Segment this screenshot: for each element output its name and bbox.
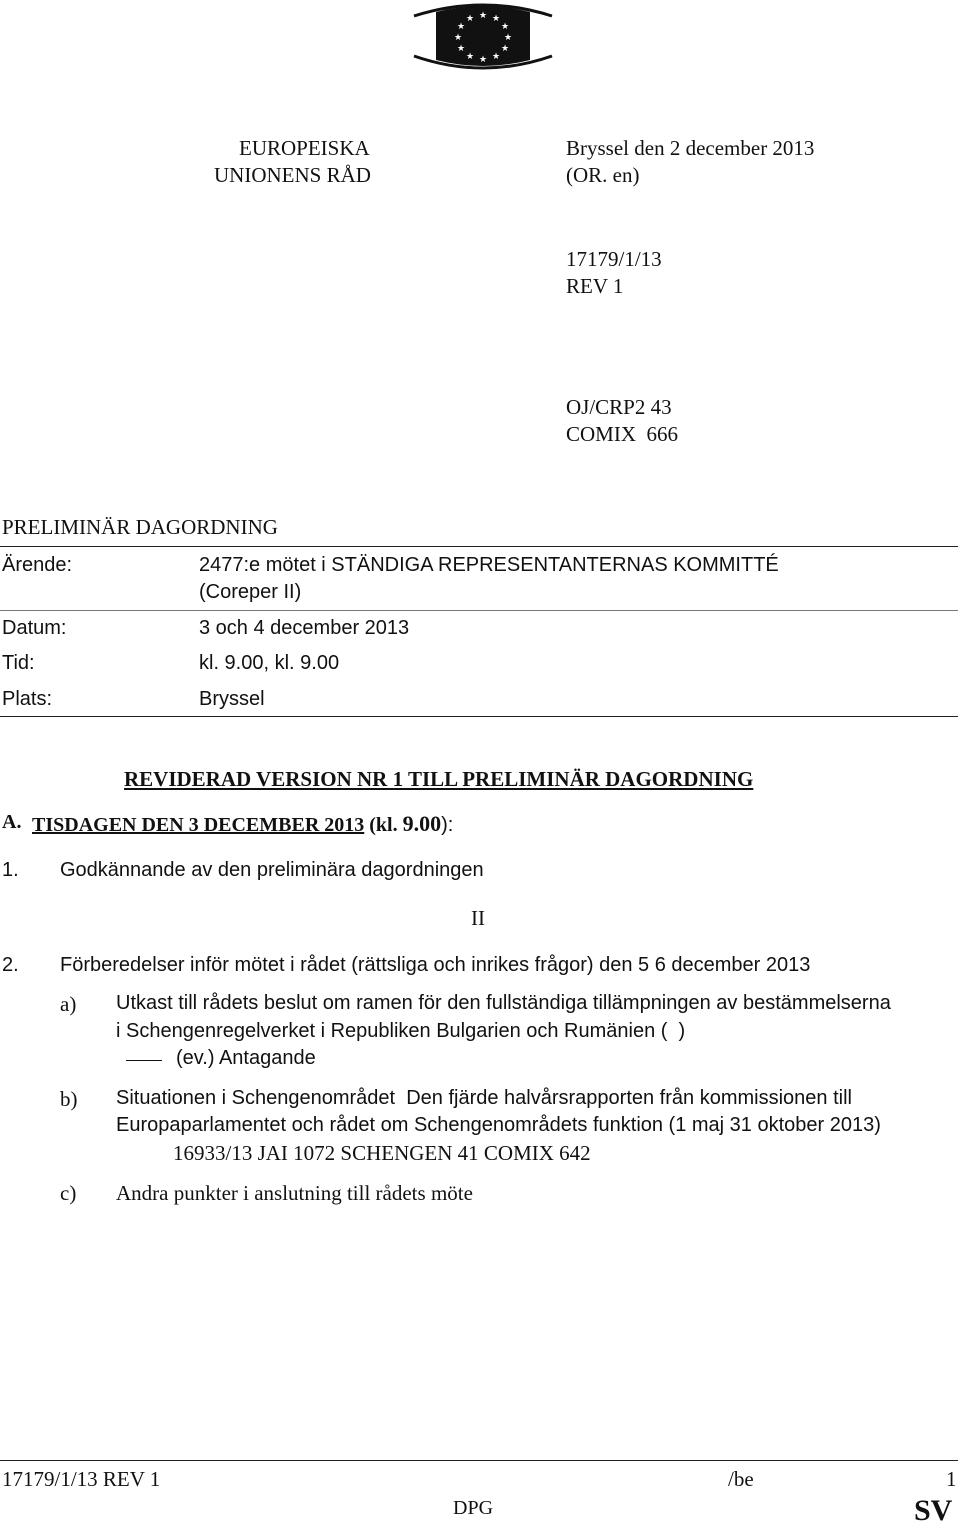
code-line1: OJ/CRP2 43	[566, 395, 672, 419]
svg-text:★: ★	[491, 14, 501, 24]
section-a-time-close: ):	[441, 814, 454, 836]
section-a-time-open: (kl.	[369, 814, 398, 836]
place-value: Bryssel	[199, 688, 265, 710]
sub-item-label: c)	[60, 1181, 77, 1205]
document-number: 17179/1/13	[566, 247, 662, 271]
original-language: (OR. en)	[566, 163, 640, 187]
svg-text:★: ★	[456, 44, 466, 54]
svg-text:★: ★	[491, 52, 501, 62]
council-logo	[408, 0, 558, 72]
divider	[0, 546, 958, 547]
date-value: 3 och 4 december 2013	[199, 617, 410, 639]
revision-label: REV 1	[566, 274, 624, 298]
item-number: 2.	[2, 954, 19, 976]
svg-text:★: ★	[500, 22, 510, 32]
part-marker: II	[471, 906, 485, 930]
agenda-title: PRELIMINÄR DAGORDNING	[2, 515, 278, 539]
time-value: kl. 9.00, kl. 9.00	[199, 652, 340, 674]
svg-text:★: ★	[478, 55, 488, 65]
sub-item-label: a)	[60, 992, 77, 1016]
sub-item-text: Situationen i Schengenområdet Den fjärde halvårsrapporten från kommissionen till	[116, 1087, 852, 1109]
section-a-label: A.	[2, 811, 22, 833]
item-number: 1.	[2, 859, 19, 881]
revision-heading: REVIDERAD VERSION NR 1 TILL PRELIMINÄR DAGORDNING	[124, 767, 754, 791]
footer-doc-ref: 17179/1/13 REV 1	[2, 1467, 161, 1491]
section-a-time-value: 9.00	[402, 811, 442, 836]
institution-name-line1: EUROPEISKA	[239, 136, 370, 160]
code-line2: COMIX 666	[566, 422, 679, 446]
document-reference: 16933/13 JAI 1072 SCHENGEN 41 COMIX 642	[173, 1141, 591, 1165]
page-number: 1	[946, 1467, 957, 1491]
subject-value: 2477:e mötet i STÄNDIGA REPRESENTANTERNAS KOMMITTÉ	[199, 554, 779, 576]
item-text: Godkännande av den preliminära dagordningen	[60, 859, 484, 881]
time-label: Tid:	[2, 652, 35, 674]
footer-divider	[0, 1460, 958, 1461]
footer-department: DPG	[453, 1497, 494, 1519]
sub-item-text: Andra punkter i anslutning till rådets möte	[116, 1181, 473, 1205]
svg-text:★: ★	[453, 33, 463, 43]
svg-text:★: ★	[500, 44, 510, 54]
subject-label: Ärende:	[2, 554, 73, 576]
divider	[0, 610, 958, 611]
svg-text:★: ★	[456, 22, 466, 32]
date-label: Datum:	[2, 617, 67, 639]
dash	[126, 1060, 162, 1061]
language-code: SV	[914, 1494, 953, 1527]
svg-text:★: ★	[503, 33, 513, 43]
svg-text:★: ★	[478, 11, 488, 21]
divider	[0, 716, 958, 717]
item-text: Förberedelser inför mötet i rådet (rättsliga och inrikes frågor) den 5 6 december 2013	[60, 954, 811, 976]
svg-text:★: ★	[465, 14, 475, 24]
place-date: Bryssel den 2 december 2013	[566, 136, 815, 160]
sub-item-text-cont: Europaparlamentet och rådet om Schengenområdets funktion (1 maj 31 oktober 2013)	[116, 1114, 881, 1136]
sub-item-text-cont: (ev.) Antagande	[176, 1047, 316, 1069]
svg-text:★: ★	[465, 52, 475, 62]
sub-item-label: b)	[60, 1087, 78, 1111]
section-a-date: TISDAGEN DEN 3 DECEMBER 2013	[32, 814, 365, 836]
institution-name-line2: UNIONENS RÅD	[214, 163, 371, 187]
footer-initials: /be	[728, 1467, 754, 1491]
place-label: Plats:	[2, 688, 53, 710]
sub-item-text: Utkast till rådets beslut om ramen för den fullständiga tillämpningen av bestämmelserna	[116, 992, 891, 1014]
sub-item-text-cont: i Schengenregelverket i Republiken Bulgarien och Rumänien ( )	[116, 1020, 686, 1042]
subject-value-cont: (Coreper II)	[199, 581, 302, 603]
section-a-heading	[32, 811, 453, 837]
